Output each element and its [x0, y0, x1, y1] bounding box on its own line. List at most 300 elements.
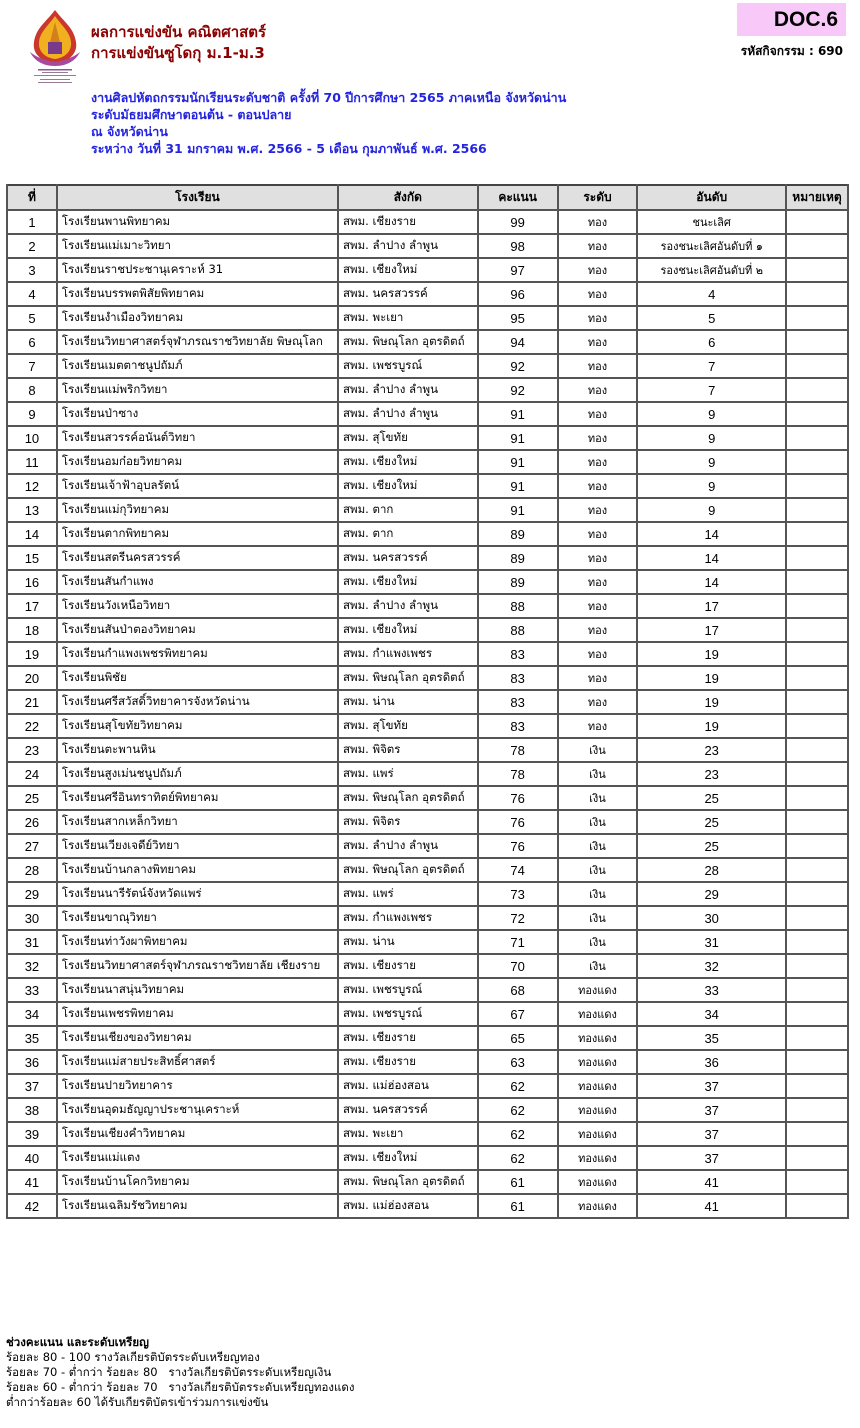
cell-school-name: โรงเรียนอุดมธัญญาประชานุเคราะห์ — [57, 1098, 338, 1122]
cell-school-name: โรงเรียนเจ้าฟ้าอุบลรัตน์ — [57, 474, 338, 498]
cell-affiliation: สพม. น่าน — [338, 690, 478, 714]
cell-score: 88 — [478, 618, 558, 642]
cell-rank: 4 — [637, 282, 786, 306]
cell-school-name: โรงเรียนแม่พริกวิทยา — [57, 378, 338, 402]
cell-affiliation: สพม. เชียงใหม่ — [338, 474, 478, 498]
cell-score: 91 — [478, 450, 558, 474]
cell-note — [786, 474, 848, 498]
col-header-rank: อันดับ — [637, 185, 786, 210]
cell-note — [786, 834, 848, 858]
table-row — [7, 1050, 848, 1074]
cell-rank: 36 — [637, 1050, 786, 1074]
cell-note — [786, 858, 848, 882]
cell-school-name: โรงเรียนพิชัย — [57, 666, 338, 690]
cell-row-number: 2 — [7, 234, 57, 258]
cell-medal-level: เงิน — [558, 882, 638, 906]
cell-score: 62 — [478, 1146, 558, 1170]
table-row — [7, 258, 848, 282]
cell-rank: 9 — [637, 498, 786, 522]
table-row — [7, 378, 848, 402]
cell-note — [786, 522, 848, 546]
cell-school-name: โรงเรียนตะพานหิน — [57, 738, 338, 762]
cell-affiliation: สพม. พิษณุโลก อุตรดิตถ์ — [338, 858, 478, 882]
cell-school-name: โรงเรียนเฉลิมรัชวิทยาคม — [57, 1194, 338, 1218]
cell-affiliation: สพม. นครสวรรค์ — [338, 282, 478, 306]
cell-medal-level: เงิน — [558, 786, 638, 810]
cell-affiliation: สพม. พะเยา — [338, 1122, 478, 1146]
cell-note — [786, 1122, 848, 1146]
cell-note — [786, 978, 848, 1002]
cell-rank: 23 — [637, 762, 786, 786]
cell-note — [786, 690, 848, 714]
cell-row-number: 39 — [7, 1122, 57, 1146]
cell-row-number: 35 — [7, 1026, 57, 1050]
cell-medal-level: ทอง — [558, 354, 638, 378]
cell-medal-level: ทอง — [558, 522, 638, 546]
cell-medal-level: เงิน — [558, 906, 638, 930]
cell-row-number: 9 — [7, 402, 57, 426]
cell-rank: 17 — [637, 618, 786, 642]
table-row — [7, 1026, 848, 1050]
cell-note — [786, 906, 848, 930]
cell-note — [786, 618, 848, 642]
table-row — [7, 690, 848, 714]
cell-affiliation: สพม. นครสวรรค์ — [338, 1098, 478, 1122]
table-row — [7, 354, 848, 378]
cell-rank: 25 — [637, 810, 786, 834]
table-row — [7, 1098, 848, 1122]
cell-affiliation: สพม. เพชรบูรณ์ — [338, 354, 478, 378]
cell-rank: 25 — [637, 786, 786, 810]
event-logo-icon — [24, 8, 86, 84]
cell-rank: 31 — [637, 930, 786, 954]
cell-affiliation: สพม. เชียงราย — [338, 954, 478, 978]
cell-affiliation: สพม. สุโขทัย — [338, 426, 478, 450]
cell-score: 89 — [478, 546, 558, 570]
cell-score: 62 — [478, 1074, 558, 1098]
cell-score: 97 — [478, 258, 558, 282]
table-header-row — [7, 185, 848, 210]
cell-score: 61 — [478, 1170, 558, 1194]
cell-school-name: โรงเรียนกำแพงเพชรพิทยาคม — [57, 642, 338, 666]
cell-note — [786, 930, 848, 954]
cell-score: 63 — [478, 1050, 558, 1074]
cell-school-name: โรงเรียนบรรพตพิสัยพิทยาคม — [57, 282, 338, 306]
table-row — [7, 1002, 848, 1026]
cell-affiliation: สพม. เพชรบูรณ์ — [338, 978, 478, 1002]
cell-medal-level: ทองแดง — [558, 978, 638, 1002]
cell-row-number: 22 — [7, 714, 57, 738]
cell-note — [786, 450, 848, 474]
cell-note — [786, 882, 848, 906]
cell-rank: 14 — [637, 522, 786, 546]
cell-score: 62 — [478, 1122, 558, 1146]
cell-affiliation: สพม. พิษณุโลก อุตรดิตถ์ — [338, 666, 478, 690]
cell-score: 96 — [478, 282, 558, 306]
cell-score: 91 — [478, 474, 558, 498]
table-row — [7, 306, 848, 330]
cell-medal-level: ทองแดง — [558, 1002, 638, 1026]
cell-score: 71 — [478, 930, 558, 954]
cell-score: 99 — [478, 210, 558, 234]
cell-note — [786, 234, 848, 258]
cell-affiliation: สพม. ลำปาง ลำพูน — [338, 234, 478, 258]
cell-note — [786, 354, 848, 378]
cell-school-name: โรงเรียนเชียงของวิทยาคม — [57, 1026, 338, 1050]
cell-affiliation: สพม. เชียงใหม่ — [338, 258, 478, 282]
cell-rank: 9 — [637, 426, 786, 450]
cell-school-name: โรงเรียนขาณุวิทยา — [57, 906, 338, 930]
table-row — [7, 234, 848, 258]
cell-rank: 7 — [637, 354, 786, 378]
cell-rank: 37 — [637, 1074, 786, 1098]
cell-note — [786, 1074, 848, 1098]
cell-row-number: 26 — [7, 810, 57, 834]
cell-school-name: โรงเรียนเมตตาชนูปถัมภ์ — [57, 354, 338, 378]
cell-row-number: 21 — [7, 690, 57, 714]
cell-note — [786, 762, 848, 786]
cell-school-name: โรงเรียนนาสนุ่นวิทยาคม — [57, 978, 338, 1002]
cell-rank: 6 — [637, 330, 786, 354]
event-line-2: ระดับมัธยมศึกษาตอนต้น - ตอนปลาย — [91, 107, 292, 122]
cell-school-name: โรงเรียนศรีอินทราทิตย์พิทยาคม — [57, 786, 338, 810]
table-row — [7, 1194, 848, 1218]
cell-note — [786, 786, 848, 810]
cell-school-name: โรงเรียนสุโขทัยวิทยาคม — [57, 714, 338, 738]
cell-medal-level: ทองแดง — [558, 1074, 638, 1098]
cell-rank: 41 — [637, 1194, 786, 1218]
cell-medal-level: ทอง — [558, 378, 638, 402]
cell-rank: 19 — [637, 714, 786, 738]
cell-score: 94 — [478, 330, 558, 354]
cell-row-number: 37 — [7, 1074, 57, 1098]
cell-affiliation: สพม. ลำปาง ลำพูน — [338, 402, 478, 426]
table-row — [7, 930, 848, 954]
cell-affiliation: สพม. พะเยา — [338, 306, 478, 330]
cell-rank: 28 — [637, 858, 786, 882]
cell-affiliation: สพม. กำแพงเพชร — [338, 642, 478, 666]
cell-rank: 30 — [637, 906, 786, 930]
cell-medal-level: ทอง — [558, 450, 638, 474]
cell-row-number: 1 — [7, 210, 57, 234]
legend-line-participation: ต่ำกว่าร้อยละ 60 ได้รับเกียรติบัตรเข้าร่วมการแข่งขัน — [6, 1395, 269, 1409]
cell-rank: 37 — [637, 1146, 786, 1170]
cell-row-number: 38 — [7, 1098, 57, 1122]
table-row — [7, 786, 848, 810]
cell-row-number: 27 — [7, 834, 57, 858]
cell-score: 89 — [478, 522, 558, 546]
cell-row-number: 40 — [7, 1146, 57, 1170]
cell-affiliation: สพม. แม่ฮ่องสอน — [338, 1074, 478, 1098]
cell-affiliation: สพม. ตาก — [338, 498, 478, 522]
cell-affiliation: สพม. ลำปาง ลำพูน — [338, 594, 478, 618]
cell-affiliation: สพม. กำแพงเพชร — [338, 906, 478, 930]
cell-score: 61 — [478, 1194, 558, 1218]
cell-medal-level: เงิน — [558, 954, 638, 978]
cell-note — [786, 810, 848, 834]
cell-row-number: 29 — [7, 882, 57, 906]
cell-note — [786, 402, 848, 426]
table-row — [7, 1122, 848, 1146]
cell-medal-level: ทองแดง — [558, 1170, 638, 1194]
table-row — [7, 762, 848, 786]
cell-school-name: โรงเรียนตากพิทยาคม — [57, 522, 338, 546]
cell-affiliation: สพม. เชียงใหม่ — [338, 450, 478, 474]
cell-medal-level: ทองแดง — [558, 1122, 638, 1146]
cell-affiliation: สพม. น่าน — [338, 930, 478, 954]
cell-score: 67 — [478, 1002, 558, 1026]
cell-score: 76 — [478, 810, 558, 834]
table-row — [7, 978, 848, 1002]
cell-note — [786, 282, 848, 306]
cell-school-name: โรงเรียนสันกำแพง — [57, 570, 338, 594]
table-row — [7, 642, 848, 666]
cell-row-number: 5 — [7, 306, 57, 330]
table-row — [7, 498, 848, 522]
cell-affiliation: สพม. แพร่ — [338, 762, 478, 786]
cell-score: 91 — [478, 498, 558, 522]
cell-note — [786, 378, 848, 402]
cell-school-name: โรงเรียนวิทยาศาสตร์จุฬาภรณราชวิทยาลัย พิษณุโลก — [57, 330, 338, 354]
cell-rank: 35 — [637, 1026, 786, 1050]
cell-score: 92 — [478, 378, 558, 402]
cell-score: 91 — [478, 426, 558, 450]
cell-affiliation: สพม. เชียงใหม่ — [338, 1146, 478, 1170]
cell-medal-level: ทองแดง — [558, 1194, 638, 1218]
cell-note — [786, 210, 848, 234]
cell-note — [786, 570, 848, 594]
table-row — [7, 474, 848, 498]
cell-row-number: 4 — [7, 282, 57, 306]
table-row — [7, 738, 848, 762]
cell-affiliation: สพม. เชียงราย — [338, 210, 478, 234]
cell-row-number: 41 — [7, 1170, 57, 1194]
cell-school-name: โรงเรียนเวียงเจดีย์วิทยา — [57, 834, 338, 858]
cell-note — [786, 1026, 848, 1050]
cell-row-number: 17 — [7, 594, 57, 618]
cell-school-name: โรงเรียนสวรรค์อนันต์วิทยา — [57, 426, 338, 450]
cell-rank: 17 — [637, 594, 786, 618]
cell-note — [786, 666, 848, 690]
cell-row-number: 10 — [7, 426, 57, 450]
cell-score: 89 — [478, 570, 558, 594]
cell-score: 65 — [478, 1026, 558, 1050]
cell-row-number: 33 — [7, 978, 57, 1002]
table-row — [7, 954, 848, 978]
cell-medal-level: ทองแดง — [558, 1146, 638, 1170]
cell-medal-level: ทอง — [558, 282, 638, 306]
cell-row-number: 7 — [7, 354, 57, 378]
score-legend — [6, 1335, 354, 1410]
cell-row-number: 32 — [7, 954, 57, 978]
cell-score: 70 — [478, 954, 558, 978]
cell-affiliation: สพม. นครสวรรค์ — [338, 546, 478, 570]
cell-note — [786, 954, 848, 978]
table-row — [7, 1170, 848, 1194]
cell-medal-level: ทองแดง — [558, 1026, 638, 1050]
cell-note — [786, 546, 848, 570]
cell-score: 83 — [478, 642, 558, 666]
cell-rank: 25 — [637, 834, 786, 858]
cell-medal-level: ทอง — [558, 666, 638, 690]
cell-school-name: โรงเรียนวิทยาศาสตร์จุฬาภรณราชวิทยาลัย เชียงราย — [57, 954, 338, 978]
cell-note — [786, 1050, 848, 1074]
cell-rank: 9 — [637, 402, 786, 426]
cell-medal-level: ทอง — [558, 210, 638, 234]
cell-rank: รองชนะเลิศอันดับที่ ๒ — [637, 258, 786, 282]
table-row — [7, 402, 848, 426]
legend-line-silver: ร้อยละ 70 - ต่ำกว่า ร้อยละ 80 รางวัลเกียรติบัตรระดับเหรียญเงิน — [6, 1365, 332, 1379]
cell-score: 68 — [478, 978, 558, 1002]
cell-row-number: 13 — [7, 498, 57, 522]
title-line-2: การแข่งขันซูโดกุ ม.1-ม.3 — [91, 44, 265, 62]
cell-note — [786, 426, 848, 450]
cell-row-number: 3 — [7, 258, 57, 282]
table-row — [7, 546, 848, 570]
table-row — [7, 570, 848, 594]
event-line-4: ระหว่าง วันที่ 31 มกราคม พ.ศ. 2566 - 5 เดือน กุมภาพันธ์ พ.ศ. 2566 — [91, 141, 487, 156]
cell-score: 78 — [478, 762, 558, 786]
cell-row-number: 30 — [7, 906, 57, 930]
cell-row-number: 34 — [7, 1002, 57, 1026]
cell-school-name: โรงเรียนศรีสวัสดิ์วิทยาคารจังหวัดน่าน — [57, 690, 338, 714]
cell-affiliation: สพม. แม่ฮ่องสอน — [338, 1194, 478, 1218]
cell-note — [786, 738, 848, 762]
cell-medal-level: ทอง — [558, 642, 638, 666]
table-row — [7, 330, 848, 354]
cell-rank: 41 — [637, 1170, 786, 1194]
table-row — [7, 666, 848, 690]
cell-score: 98 — [478, 234, 558, 258]
event-line-3: ณ จังหวัดน่าน — [91, 124, 168, 139]
cell-score: 62 — [478, 1098, 558, 1122]
cell-school-name: โรงเรียนนารีรัตน์จังหวัดแพร่ — [57, 882, 338, 906]
cell-row-number: 14 — [7, 522, 57, 546]
cell-rank: 19 — [637, 642, 786, 666]
cell-note — [786, 1002, 848, 1026]
cell-medal-level: ทอง — [558, 498, 638, 522]
cell-rank: 29 — [637, 882, 786, 906]
table-row — [7, 282, 848, 306]
col-header-affiliation: สังกัด — [338, 185, 478, 210]
cell-school-name: โรงเรียนสันป่าตองวิทยาคม — [57, 618, 338, 642]
cell-score: 74 — [478, 858, 558, 882]
cell-score: 83 — [478, 690, 558, 714]
cell-school-name: โรงเรียนเพชรพิทยาคม — [57, 1002, 338, 1026]
cell-medal-level: ทอง — [558, 258, 638, 282]
cell-school-name: โรงเรียนท่าวังผาพิทยาคม — [57, 930, 338, 954]
cell-affiliation: สพม. สุโขทัย — [338, 714, 478, 738]
cell-rank: 9 — [637, 474, 786, 498]
cell-affiliation: สพม. เชียงราย — [338, 1026, 478, 1050]
cell-row-number: 6 — [7, 330, 57, 354]
col-header-no: ที่ — [7, 185, 57, 210]
col-header-school: โรงเรียน — [57, 185, 338, 210]
cell-score: 91 — [478, 402, 558, 426]
col-header-score: คะแนน — [478, 185, 558, 210]
event-line-1: งานศิลปหัตถกรรมนักเรียนระดับชาติ ครั้งที่ 70 ปีการศึกษา 2565 ภาคเหนือ จังหวัดน่าน — [91, 90, 567, 105]
cell-school-name: โรงเรียนป่าซาง — [57, 402, 338, 426]
event-info — [91, 89, 566, 157]
cell-rank: 37 — [637, 1122, 786, 1146]
cell-score: 78 — [478, 738, 558, 762]
cell-rank: รองชนะเลิศอันดับที่ ๑ — [637, 234, 786, 258]
cell-school-name: โรงเรียนอมก๋อยวิทยาคม — [57, 450, 338, 474]
cell-note — [786, 498, 848, 522]
cell-medal-level: เงิน — [558, 738, 638, 762]
cell-rank: 33 — [637, 978, 786, 1002]
table-row — [7, 858, 848, 882]
cell-rank: 32 — [637, 954, 786, 978]
cell-medal-level: ทอง — [558, 330, 638, 354]
cell-school-name: โรงเรียนสูงเม่นชนูปถัมภ์ — [57, 762, 338, 786]
cell-school-name: โรงเรียนแม่สายประสิทธิ์ศาสตร์ — [57, 1050, 338, 1074]
cell-school-name: โรงเรียนแม่เมาะวิทยา — [57, 234, 338, 258]
cell-score: 83 — [478, 666, 558, 690]
cell-medal-level: ทอง — [558, 546, 638, 570]
cell-medal-level: ทอง — [558, 402, 638, 426]
cell-school-name: โรงเรียนพานพิทยาคม — [57, 210, 338, 234]
cell-note — [786, 1170, 848, 1194]
cell-medal-level: เงิน — [558, 762, 638, 786]
cell-medal-level: ทองแดง — [558, 1050, 638, 1074]
cell-medal-level: เงิน — [558, 834, 638, 858]
cell-note — [786, 714, 848, 738]
cell-affiliation: สพม. แพร่ — [338, 882, 478, 906]
cell-row-number: 18 — [7, 618, 57, 642]
cell-note — [786, 306, 848, 330]
cell-school-name: โรงเรียนบ้านกลางพิทยาคม — [57, 858, 338, 882]
cell-note — [786, 258, 848, 282]
cell-school-name: โรงเรียนแม่กุวิทยาคม — [57, 498, 338, 522]
cell-note — [786, 1098, 848, 1122]
title-line-1: ผลการแข่งขัน คณิตศาสตร์ — [91, 23, 267, 41]
cell-medal-level: เงิน — [558, 810, 638, 834]
cell-school-name: โรงเรียนบ้านโคกวิทยาคม — [57, 1170, 338, 1194]
cell-affiliation: สพม. พิจิตร — [338, 738, 478, 762]
table-row — [7, 810, 848, 834]
cell-row-number: 15 — [7, 546, 57, 570]
cell-note — [786, 642, 848, 666]
activity-code: รหัสกิจกรรม : 690 — [740, 44, 843, 58]
cell-affiliation: สพม. เพชรบูรณ์ — [338, 1002, 478, 1026]
cell-row-number: 16 — [7, 570, 57, 594]
cell-note — [786, 1146, 848, 1170]
cell-rank: 19 — [637, 690, 786, 714]
cell-row-number: 11 — [7, 450, 57, 474]
cell-row-number: 36 — [7, 1050, 57, 1074]
cell-school-name: โรงเรียนสากเหล็กวิทยา — [57, 810, 338, 834]
cell-rank: 7 — [637, 378, 786, 402]
legend-line-gold: ร้อยละ 80 - 100 รางวัลเกียรติบัตรระดับเหรียญทอง — [6, 1350, 260, 1364]
cell-score: 76 — [478, 786, 558, 810]
cell-row-number: 31 — [7, 930, 57, 954]
cell-affiliation: สพม. พิษณุโลก อุตรดิตถ์ — [338, 330, 478, 354]
cell-row-number: 28 — [7, 858, 57, 882]
cell-rank: 14 — [637, 570, 786, 594]
results-table — [6, 184, 849, 1219]
cell-medal-level: ทอง — [558, 714, 638, 738]
cell-school-name: โรงเรียนเชียงคำวิทยาคม — [57, 1122, 338, 1146]
cell-score: 92 — [478, 354, 558, 378]
table-row — [7, 450, 848, 474]
cell-row-number: 42 — [7, 1194, 57, 1218]
cell-row-number: 20 — [7, 666, 57, 690]
cell-note — [786, 1194, 848, 1218]
cell-row-number: 23 — [7, 738, 57, 762]
cell-school-name: โรงเรียนงำเมืองวิทยาคม — [57, 306, 338, 330]
cell-rank: 37 — [637, 1098, 786, 1122]
